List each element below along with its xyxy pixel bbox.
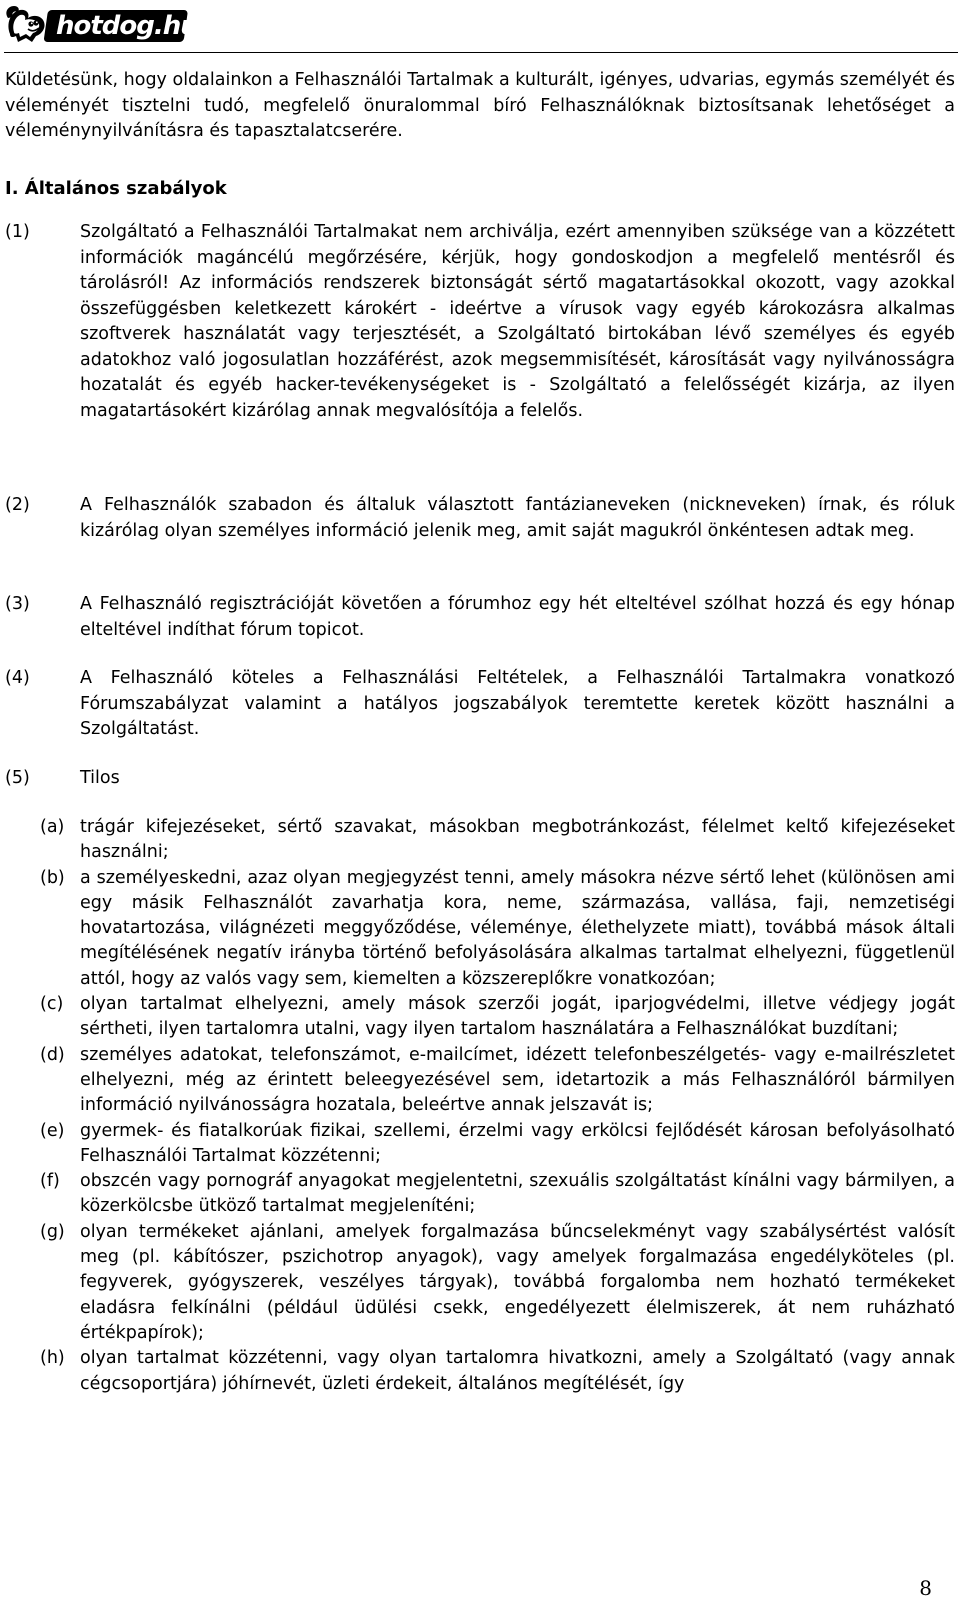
item-letter: (d) [40,1044,65,1065]
item-text: olyan termékeket ajánlani, amelyek forgalmazása bűncselekményt vagy szabálysértést valósít meg (pl. kábítószer, pszichotrop anyagok), vagy amelyek forgalmazása engedélyköteles (pl. fegyverek, gyógyszerek, veszélyes tárgyak), továbbá forgalomba nem hozható termékeket eladásra felkínálni (például üdülési csekk, engedélyezett élelmiszerek, át nem ruházható értékpapírok); [80,1221,955,1343]
paragraph-text: Szolgáltató a Felhasználói Tartalmakat nem archiválja, ezért amennyiben szüksége van a közzétett információk magáncélú megőrzésére, kérjük, hogy gondoskodjon a megfelelő mentésről és tárolásról! Az információs rendszerek biztonságát sértő magatartásokkal okozott, vagy azokkal összefüggésben keletkezett károkért - ideértve a vírusok vagy egyéb károkozásra alkalmas szoftverek használatát vagy terjesztését, a Szolgáltató birtokában lévő személyes és egyéb adatokhoz való jogosulatlan hozzáférést, azok megsemmisítését, károsítását vagy nyilvánosságra hozatalát és egyéb hacker-tevékenységeket is - Szolgáltató a felelősségét kizárja, az ilyen magatartásokért kizárólag annak megvalósítója a felelős. [80,222,955,421]
prohibition-list [0,815,958,1397]
prohibition-item [0,1043,958,1119]
prohibition-item [0,1346,958,1397]
item-letter: (a) [40,817,65,837]
item-text: gyermek- és fiatalkorúak fizikai, szellemi, érzelmi vagy erkölcsi fejlődését károsan befolyásolható Felhasználói Tartalmat közzétenni; [80,1120,955,1166]
prohibition-item [0,992,958,1043]
item-letter: (f) [40,1171,60,1192]
intro-paragraph: Küldetésünk, hogy oldalainkon a Felhasználói Tartalmak a kulturált, igényes, udvarias, egymás személyét és véleményét tisztelni tudó, megfelelő önuralommal bíró Felhasználóknak biztosítsanak lehetőséget a véleménynyilvánításra és tapasztalatcserére. [5,70,955,141]
item-letter: (g) [40,1221,65,1242]
paragraph-text: A Felhasználók szabadon és általuk választott fantázianeveken (nickneveken) írnak, és róluk kizárólag olyan személyes információ jelenik meg, amit saját magukról önkéntesen adtak meg. [80,495,955,541]
prohibition-item [0,1169,958,1220]
item-letter: (e) [40,1120,65,1141]
prohibition-item [0,1119,958,1170]
paragraph-number: (3) [5,594,30,614]
item-text: személyes adatokat, telefonszámot, e-mailcímet, idézett telefonbeszélgetés- vagy e-mailrészletet elhelyezni, még az érintett beleegyezésével sem, idetartozik a más Felhasználóról bármilyen információ nyilvánosságra hozatala, beleértve annak jelszavát is; [80,1044,955,1116]
item-letter: (c) [40,994,64,1015]
paragraph-text: Tilos [80,768,120,788]
prohibition-item [0,866,958,992]
item-letter: (b) [40,867,65,888]
section-title: I. Általános szabályok [5,178,227,199]
item-text: obszcén vagy pornográf anyagokat megjelentetni, szexuális szolgáltatást kínálni vagy bármilyen, a közerkölcsbe ütköző tartalmat megjeleníténi; [80,1171,955,1217]
paragraph-number: (1) [5,222,30,242]
logo-wordmark: hotdog.hu [56,11,198,41]
page-header [0,0,960,52]
prohibition-item [0,1220,958,1346]
item-text: trágár kifejezéseket, sértő szavakat, másokban megbotránkozást, félelmet keltő kifejezéseket használni; [80,817,955,863]
page-number: 8 [919,1576,932,1600]
item-text: olyan tartalmat közzétenni, vagy olyan tartalomra hivatkozni, amely a Szolgáltató (vagy annak cégcsoportjára) jóhírnevét, üzleti érdekeit, általános megítélését, így [80,1348,955,1394]
item-text: a személyeskedni, azaz olyan megjegyzést tenni, amely másokra nézve sértő lehet (különösen ami egy másik Felhasználót zavarhatja kora, neme, származása, vallása, faji, nemzetiségi hovatartozása, világnézeti meggyőződése, véleménye, élethelyzete miatt), továbbá mások általi megítélésének negatív irányba történő befolyásolására alkalmas tartalmat elhelyezni, függetlenül attól, hogy az valós vagy sem, kiemelten a közszereplőkre vonatkozóan; [80,867,955,989]
hotdog-logo[interactable] [4,4,198,46]
paragraph-number: (2) [5,495,30,515]
item-text: olyan tartalmat elhelyezni, amely mások szerzői jogát, iparjogvédelmi, illetve védjegy jogát sértheti, ilyen tartalomra utalni, vagy ilyen tartalom használatára a Felhasználókat buzdítani; [80,994,955,1040]
header-divider [4,52,958,53]
prohibition-item [0,815,958,866]
paragraph-text: A Felhasználó köteles a Felhasználási Feltételek, a Felhasználói Tartalmakra vonatkozó Fórumszabályzat valamint a hatályos jogszabályok teremtette keretek között használni a Szolgáltatást. [80,668,955,739]
paragraph-number: (5) [5,768,30,788]
paragraph-number: (4) [5,668,30,688]
paragraph-text: A Felhasználó regisztrációját követően a fórumhoz egy hét elteltével szólhat hozzá és egy hónap elteltével indíthat fórum topicot. [80,594,955,640]
item-letter: (h) [40,1348,65,1369]
